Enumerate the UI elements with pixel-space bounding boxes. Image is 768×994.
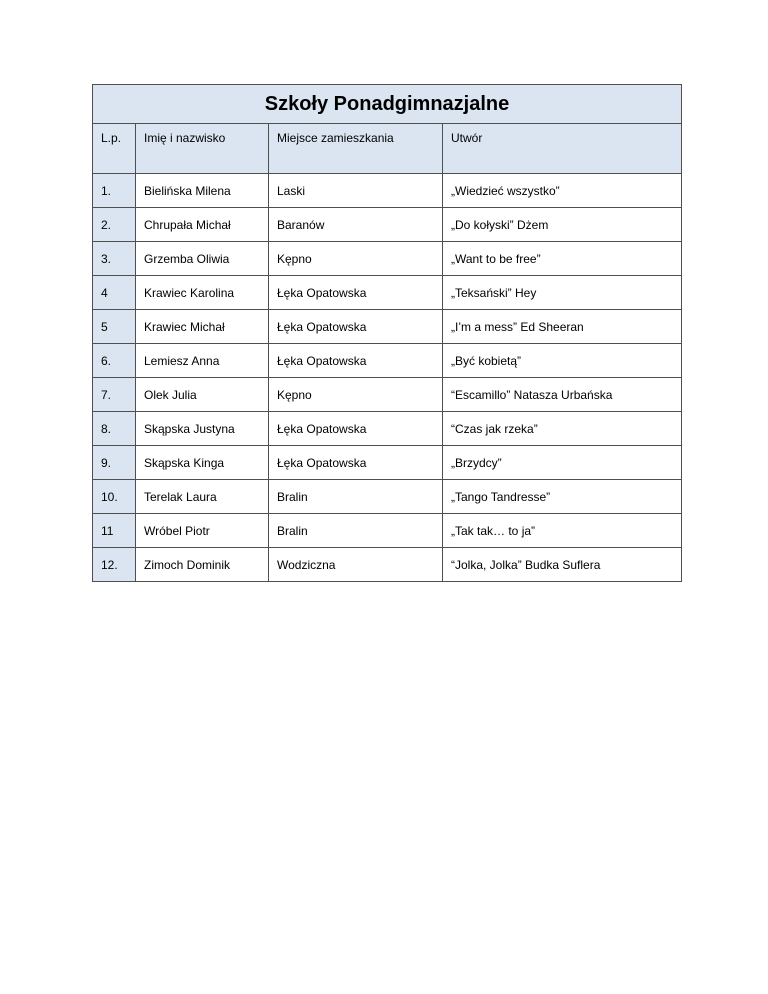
- table-row: [93, 208, 682, 242]
- cell-song: “Escamillo” Natasza Urbańska: [443, 378, 682, 412]
- cell-song: “Jolka, Jolka” Budka Suflera: [443, 548, 682, 582]
- cell-lp: 6.: [93, 344, 136, 378]
- cell-song: „Do kołyski” Dżem: [443, 208, 682, 242]
- table-row: [93, 310, 682, 344]
- cell-place: Kępno: [269, 242, 443, 276]
- cell-place: Łęka Opatowska: [269, 310, 443, 344]
- cell-song: „Teksański” Hey: [443, 276, 682, 310]
- cell-lp: 5: [93, 310, 136, 344]
- table-row: [93, 412, 682, 446]
- table-row: [93, 174, 682, 208]
- cell-place: Łęka Opatowska: [269, 276, 443, 310]
- cell-song: “Czas jak rzeka”: [443, 412, 682, 446]
- table-row: [93, 446, 682, 480]
- cell-song: „Być kobietą”: [443, 344, 682, 378]
- cell-place: Baranów: [269, 208, 443, 242]
- cell-song: „Brzydcy”: [443, 446, 682, 480]
- table-row: [93, 548, 682, 582]
- header-row: [93, 124, 682, 174]
- cell-lp: 4: [93, 276, 136, 310]
- cell-name: Skąpska Justyna: [136, 412, 269, 446]
- cell-lp: 10.: [93, 480, 136, 514]
- table-row: [93, 344, 682, 378]
- cell-name: Lemiesz Anna: [136, 344, 269, 378]
- table-row: [93, 480, 682, 514]
- cell-song: „Tak tak… to ja”: [443, 514, 682, 548]
- table-row: [93, 514, 682, 548]
- cell-name: Krawiec Michał: [136, 310, 269, 344]
- cell-name: Terelak Laura: [136, 480, 269, 514]
- cell-lp: 1.: [93, 174, 136, 208]
- cell-lp: 11: [93, 514, 136, 548]
- title-row: [93, 85, 682, 124]
- cell-name: Olek Julia: [136, 378, 269, 412]
- cell-lp: 2.: [93, 208, 136, 242]
- cell-name: Krawiec Karolina: [136, 276, 269, 310]
- table-title: Szkoły Ponadgimnazjalne: [93, 85, 682, 124]
- cell-lp: 9.: [93, 446, 136, 480]
- header-song: Utwór: [443, 124, 682, 174]
- cell-place: Kępno: [269, 378, 443, 412]
- cell-name: Wróbel Piotr: [136, 514, 269, 548]
- cell-song: „Want to be free”: [443, 242, 682, 276]
- cell-place: Bralin: [269, 480, 443, 514]
- cell-lp: 7.: [93, 378, 136, 412]
- header-lp: L.p.: [93, 124, 136, 174]
- cell-song: „Tango Tandresse”: [443, 480, 682, 514]
- cell-song: „I’m a mess” Ed Sheeran: [443, 310, 682, 344]
- cell-name: Grzemba Oliwia: [136, 242, 269, 276]
- cell-lp: 8.: [93, 412, 136, 446]
- table-row: [93, 378, 682, 412]
- table-row: [93, 276, 682, 310]
- cell-lp: 12.: [93, 548, 136, 582]
- cell-name: Bielińska Milena: [136, 174, 269, 208]
- table-row: [93, 242, 682, 276]
- cell-place: Wodziczna: [269, 548, 443, 582]
- cell-name: Chrupała Michał: [136, 208, 269, 242]
- cell-name: Zimoch Dominik: [136, 548, 269, 582]
- cell-lp: 3.: [93, 242, 136, 276]
- participants-table: [92, 84, 682, 582]
- cell-place: Bralin: [269, 514, 443, 548]
- cell-name: Skąpska Kinga: [136, 446, 269, 480]
- cell-song: „Wiedzieć wszystko”: [443, 174, 682, 208]
- cell-place: Łęka Opatowska: [269, 412, 443, 446]
- cell-place: Łęka Opatowska: [269, 446, 443, 480]
- cell-place: Łęka Opatowska: [269, 344, 443, 378]
- cell-place: Laski: [269, 174, 443, 208]
- header-name: Imię i nazwisko: [136, 124, 269, 174]
- header-place: Miejsce zamieszkania: [269, 124, 443, 174]
